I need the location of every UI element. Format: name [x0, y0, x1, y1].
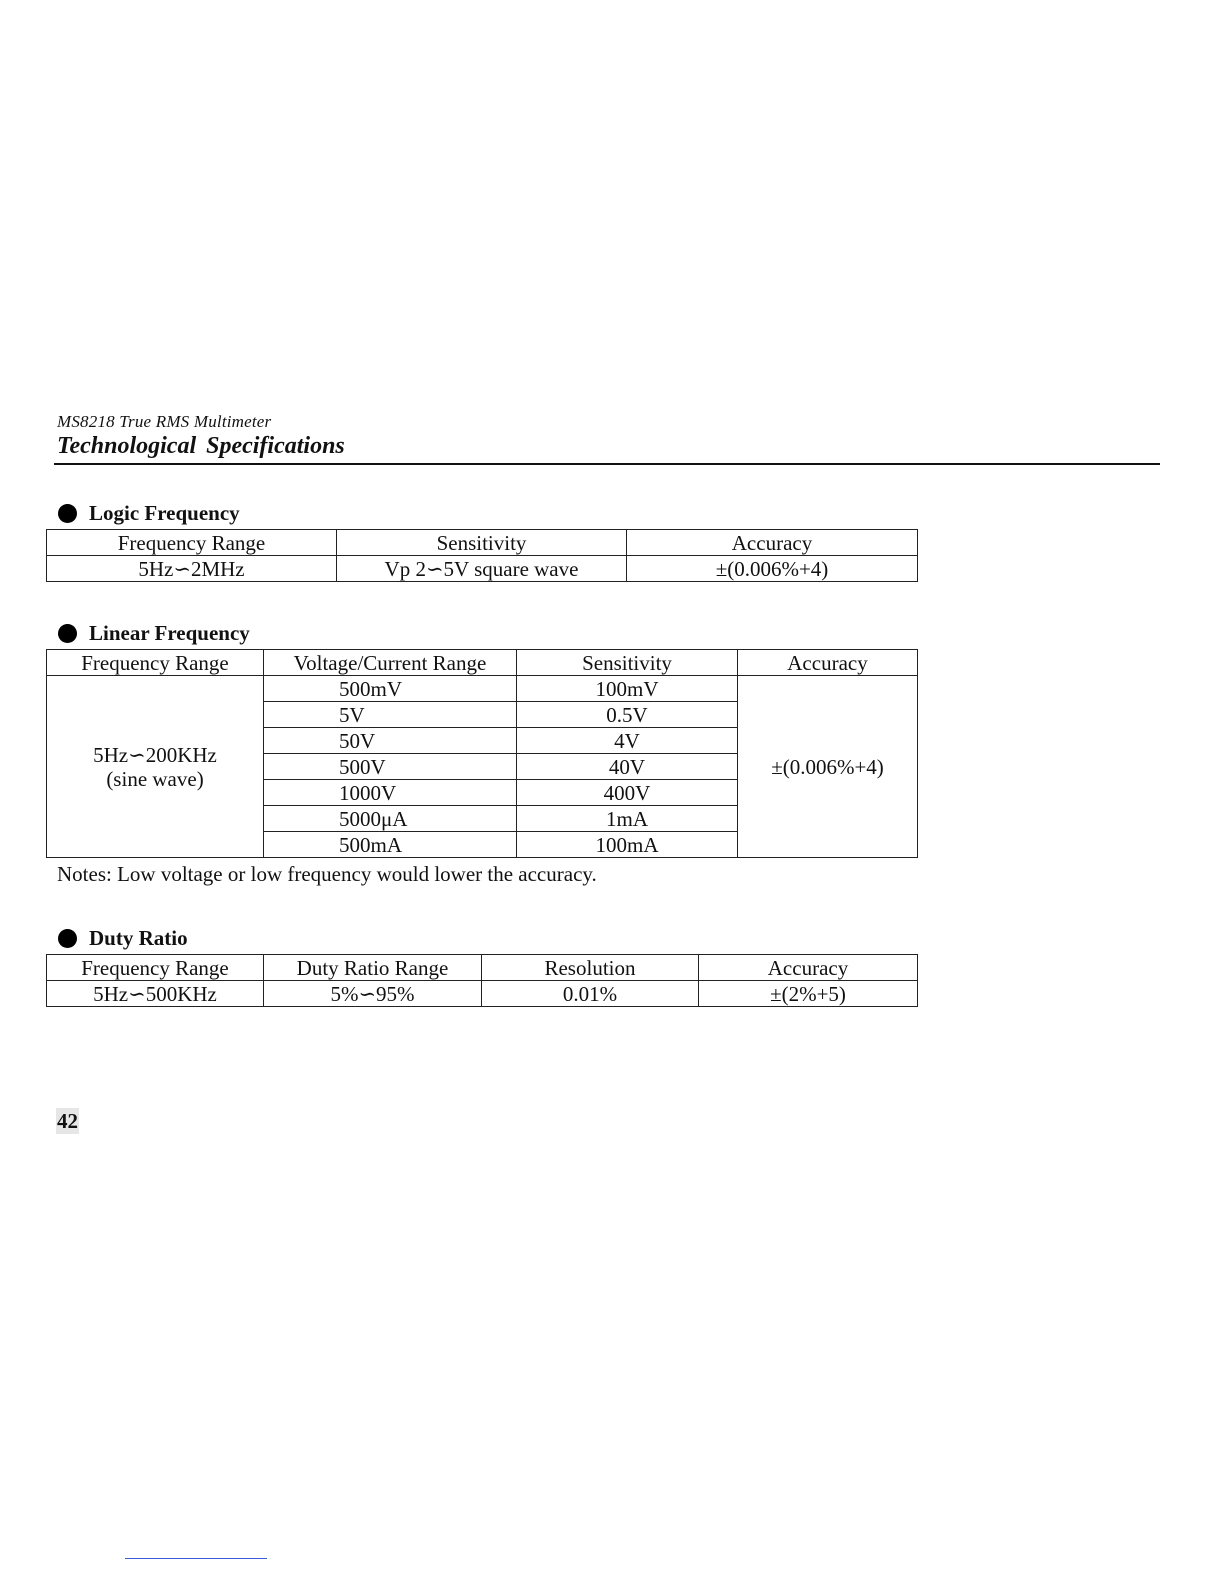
table-cell: ±(0.006%+4) — [627, 556, 918, 582]
frequency-range-value: 5Hz∽200KHz — [93, 742, 217, 767]
duty-ratio-heading — [58, 926, 188, 951]
column-header: Accuracy — [699, 955, 918, 981]
table-header-row — [47, 530, 918, 556]
column-header: Resolution — [482, 955, 699, 981]
table-cell: 500mA — [264, 832, 517, 858]
table-cell: 100mV — [517, 676, 738, 702]
column-header: Frequency Range — [47, 650, 264, 676]
linear-frequency-table — [46, 649, 918, 858]
table-cell: 40V — [517, 754, 738, 780]
table-cell: 500V — [264, 754, 517, 780]
table-cell: 400V — [517, 780, 738, 806]
table-cell: 5Hz∽2MHz — [47, 556, 337, 582]
footer-link-underline — [125, 1558, 267, 1559]
column-header: Duty Ratio Range — [264, 955, 482, 981]
table-header-row — [47, 650, 918, 676]
column-header: Sensitivity — [517, 650, 738, 676]
linear-frequency-notes: Notes: Low voltage or low frequency would lower the accuracy. — [57, 862, 597, 886]
bullet-icon — [58, 929, 77, 948]
table-cell: 1000V — [264, 780, 517, 806]
accuracy-cell: ±(0.006%+4) — [738, 676, 918, 858]
table-row — [47, 981, 918, 1007]
page-number: 42 — [57, 1109, 78, 1133]
table-header-row — [47, 955, 918, 981]
table-cell: 1mA — [517, 806, 738, 832]
frequency-range-note: (sine wave) — [106, 766, 204, 791]
table-cell: 5V — [264, 702, 517, 728]
logic-frequency-heading — [58, 501, 240, 526]
column-header: Voltage/Current Range — [264, 650, 517, 676]
table-cell: 0.01% — [482, 981, 699, 1007]
logic-frequency-heading-label: Logic Frequency — [89, 501, 240, 525]
table-cell: 50V — [264, 728, 517, 754]
document-product-name: MS8218 True RMS Multimeter — [57, 412, 272, 431]
logic-frequency-table — [46, 529, 918, 582]
bullet-icon — [58, 624, 77, 643]
table-cell: 5%∽95% — [264, 981, 482, 1007]
table-cell: 5Hz∽500KHz — [47, 981, 264, 1007]
column-header: Accuracy — [738, 650, 918, 676]
bullet-icon — [58, 504, 77, 523]
table-row — [47, 676, 918, 702]
table-cell: 0.5V — [517, 702, 738, 728]
linear-frequency-heading-label: Linear Frequency — [89, 621, 250, 645]
table-cell: Vp 2∽5V square wave — [337, 556, 627, 582]
table-cell: ±(2%+5) — [699, 981, 918, 1007]
page-title: Technological Specifications — [57, 433, 345, 459]
duty-ratio-heading-label: Duty Ratio — [89, 926, 188, 950]
column-header: Accuracy — [627, 530, 918, 556]
table-cell: 100mA — [517, 832, 738, 858]
header-divider — [54, 463, 1160, 465]
column-header: Frequency Range — [47, 530, 337, 556]
table-cell: 4V — [517, 728, 738, 754]
linear-frequency-heading — [58, 621, 250, 646]
duty-ratio-table — [46, 954, 918, 1007]
frequency-range-cell — [47, 676, 264, 858]
table-cell: 500mV — [264, 676, 517, 702]
column-header: Sensitivity — [337, 530, 627, 556]
table-row — [47, 556, 918, 582]
column-header: Frequency Range — [47, 955, 264, 981]
table-cell: 5000μA — [264, 806, 517, 832]
